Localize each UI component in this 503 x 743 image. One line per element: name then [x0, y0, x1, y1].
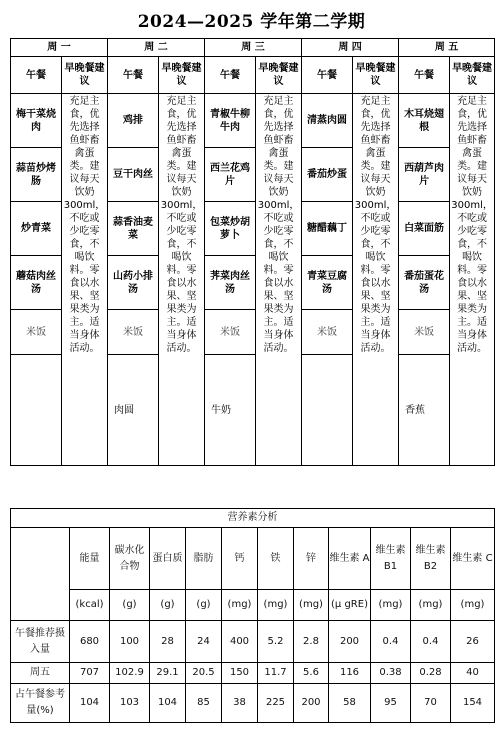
nutrient-name: 维生素 B1 [371, 528, 411, 590]
value-cell: 200 [329, 621, 371, 663]
day-header: 周 二 [108, 39, 205, 57]
advice-header: 早晚餐建议 [450, 57, 495, 94]
advice-header: 早晚餐建议 [256, 57, 302, 94]
menu-table [10, 38, 495, 466]
advice-header: 早晚餐建议 [353, 57, 399, 94]
dish-cell: 梅干菜烧肉 [11, 94, 62, 148]
unit-cell: (mg) [451, 590, 495, 621]
staple-cell: 米饭 [205, 310, 256, 355]
value-cell: 5.2 [258, 621, 294, 663]
staple-cell: 米饭 [399, 310, 450, 355]
dish-cell: 山药小排汤 [108, 256, 159, 310]
meal-advice: 充足主 食，优 先选择 鱼虾畜 禽蛋 类。建 议每天 饮奶 300ml， 不吃或 少吃零 食，不 喝饮 料。零 食以水 果、坚 果类为 主。适 当身体 活动。 [62, 94, 108, 466]
nutrient-name: 铁 [258, 528, 294, 590]
extra-cell [11, 355, 62, 466]
dish-cell: 西兰花鸡片 [205, 148, 256, 202]
unit-cell: (kcal) [70, 590, 110, 621]
row-label-blank [11, 528, 70, 621]
value-cell: 116 [329, 663, 371, 684]
dish-cell: 番茄蛋花汤 [399, 256, 450, 310]
lunch-header: 午餐 [302, 57, 353, 94]
row-label: 周五 [11, 663, 70, 684]
nutrient-name: 碳水化合物 [110, 528, 150, 590]
dish-cell: 荠菜肉丝汤 [205, 256, 256, 310]
value-cell: 154 [451, 684, 495, 723]
value-cell: 29.1 [150, 663, 186, 684]
day-header: 周 五 [399, 39, 495, 57]
dish-cell: 青菜豆腐汤 [302, 256, 353, 310]
page-title: 2024—2025 学年第二学期 [137, 12, 366, 32]
value-cell: 0.38 [371, 663, 411, 684]
dish-cell: 白菜面筋 [399, 202, 450, 256]
extra-cell: 肉圆 [108, 355, 159, 466]
day-header: 周 四 [302, 39, 399, 57]
lunch-header: 午餐 [11, 57, 62, 94]
advice-header: 早晚餐建议 [159, 57, 205, 94]
dish-cell: 包菜炒胡萝卜 [205, 202, 256, 256]
nutrient-name: 脂肪 [186, 528, 222, 590]
column-header-row [11, 57, 495, 94]
value-cell: 85 [186, 684, 222, 723]
unit-cell: (mg) [294, 590, 329, 621]
unit-cell: (g) [110, 590, 150, 621]
meal-advice: 充足主 食，优 先选择 鱼虾畜 禽蛋 类。建 议每天 饮奶 300ml， 不吃或 少吃零 食，不 喝饮 料。零 食以水 果、坚 果类为 主。适 当身体 活动。 [256, 94, 302, 466]
extra-cell [302, 355, 353, 466]
extra-cell: 香蕉 [399, 355, 450, 466]
table-row [11, 663, 495, 684]
row-label: 午餐推荐摄入量 [11, 621, 70, 663]
unit-cell: (mg) [222, 590, 258, 621]
nutrition-title: 营养素分析 [11, 509, 495, 528]
value-cell: 0.4 [411, 621, 451, 663]
staple-cell: 米饭 [302, 310, 353, 355]
value-cell: 0.4 [371, 621, 411, 663]
value-cell: 102.9 [110, 663, 150, 684]
dish-cell: 番茄炒蛋 [302, 148, 353, 202]
row-label: 占午餐参考量(%) [11, 684, 70, 723]
value-cell: 20.5 [186, 663, 222, 684]
nutrient-name: 维生素 A [329, 528, 371, 590]
nutrient-name: 维生素 B2 [411, 528, 451, 590]
dish-cell: 蒜苗炒烤肠 [11, 148, 62, 202]
unit-cell: (μ gRE) [329, 590, 371, 621]
value-cell: 680 [70, 621, 110, 663]
lunch-header: 午餐 [399, 57, 450, 94]
value-cell: 150 [222, 663, 258, 684]
value-cell: 104 [70, 684, 110, 723]
table-row [11, 684, 495, 723]
unit-cell: (g) [150, 590, 186, 621]
dish-cell: 清蒸肉圆 [302, 94, 353, 148]
value-cell: 103 [110, 684, 150, 723]
value-cell: 0.28 [411, 663, 451, 684]
nutrient-name: 蛋白质 [150, 528, 186, 590]
lunch-header: 午餐 [108, 57, 159, 94]
staple-cell: 米饭 [11, 310, 62, 355]
value-cell: 28 [150, 621, 186, 663]
value-cell: 40 [451, 663, 495, 684]
value-cell: 11.7 [258, 663, 294, 684]
value-cell: 200 [294, 684, 329, 723]
unit-cell: (mg) [371, 590, 411, 621]
day-header: 周 一 [11, 39, 108, 57]
dish-cell: 木耳烧翅根 [399, 94, 450, 148]
nutrition-title-row [11, 509, 495, 528]
table-row [11, 621, 495, 663]
unit-cell: (mg) [411, 590, 451, 621]
value-cell: 95 [371, 684, 411, 723]
value-cell: 104 [150, 684, 186, 723]
nutrient-name: 维生素 C [451, 528, 495, 590]
value-cell: 5.6 [294, 663, 329, 684]
unit-cell: (g) [186, 590, 222, 621]
nutrient-name: 钙 [222, 528, 258, 590]
day-header-row [11, 39, 495, 57]
value-cell: 24 [186, 621, 222, 663]
value-cell: 38 [222, 684, 258, 723]
meal-advice: 充足主 食，优 先选择 鱼虾畜 禽蛋 类。建 议每天 饮奶 300ml， 不吃或 少吃零 食，不 喝饮 料。零 食以水 果、坚 果类为 主。适 当身体 活动。 [159, 94, 205, 466]
advice-header: 早晚餐建议 [62, 57, 108, 94]
dish-cell: 西葫芦肉片 [399, 148, 450, 202]
unit-row [11, 590, 495, 621]
nutrient-name: 能量 [70, 528, 110, 590]
meal-advice: 充足主 食，优 先选择 鱼虾畜 禽蛋 类。建 议每天 饮奶 300ml， 不吃或 少吃零 食，不 喝饮 料。零 食以水 果、坚 果类为 主。适 当身体 活动。 [450, 94, 495, 466]
nutrient-name-row [11, 528, 495, 590]
dish-cell: 鸡排 [108, 94, 159, 148]
value-cell: 2.8 [294, 621, 329, 663]
dish-row [11, 94, 495, 148]
dish-cell: 蘑菇肉丝汤 [11, 256, 62, 310]
value-cell: 58 [329, 684, 371, 723]
dish-cell: 青椒牛柳牛肉 [205, 94, 256, 148]
nutrient-name: 锌 [294, 528, 329, 590]
unit-cell: (mg) [258, 590, 294, 621]
dish-cell: 蒜香油麦菜 [108, 202, 159, 256]
lunch-header: 午餐 [205, 57, 256, 94]
extra-cell: 牛奶 [205, 355, 256, 466]
value-cell: 400 [222, 621, 258, 663]
value-cell: 100 [110, 621, 150, 663]
meal-advice: 充足主 食，优 先选择 鱼虾畜 禽蛋 类。建 议每天 饮奶 300ml， 不吃或 少吃零 食，不 喝饮 料。零 食以水 果、坚 果类为 主。适 当身体 活动。 [353, 94, 399, 466]
nutrition-table [10, 508, 495, 723]
value-cell: 70 [411, 684, 451, 723]
dish-cell: 炒青菜 [11, 202, 62, 256]
value-cell: 707 [70, 663, 110, 684]
dish-cell: 豆干肉丝 [108, 148, 159, 202]
day-header: 周 三 [205, 39, 302, 57]
value-cell: 225 [258, 684, 294, 723]
dish-cell: 糖醋藕丁 [302, 202, 353, 256]
staple-cell: 米饭 [108, 310, 159, 355]
value-cell: 26 [451, 621, 495, 663]
